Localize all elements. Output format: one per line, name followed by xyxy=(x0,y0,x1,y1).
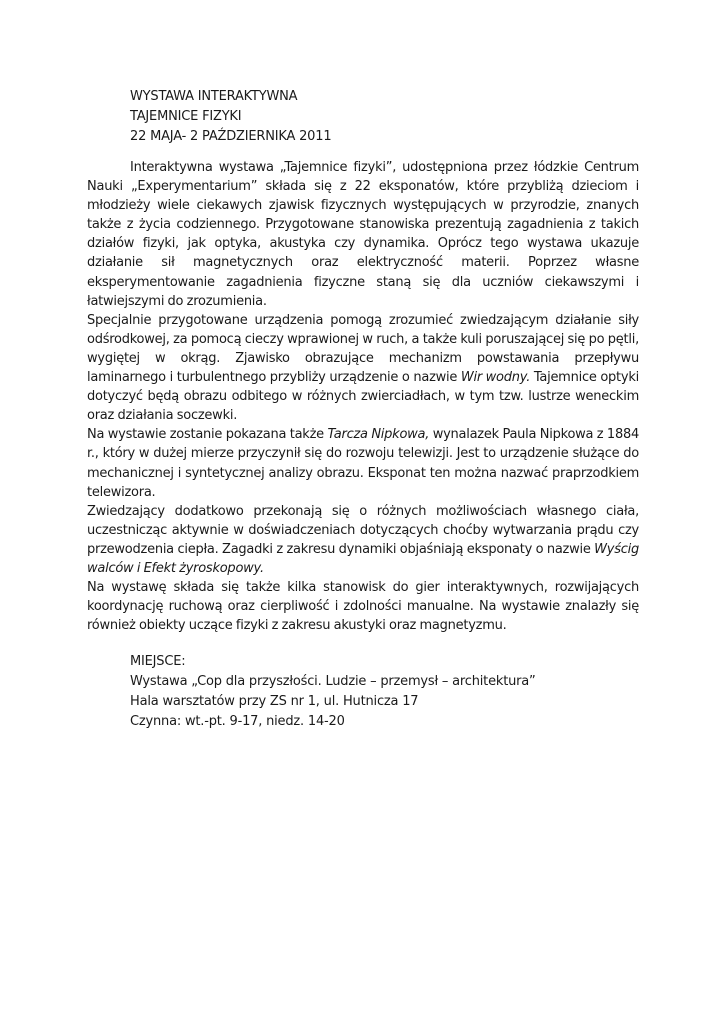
exhibit-name-wir-wodny: Wir wodny. xyxy=(460,370,531,386)
paragraph-nipkow-text-a: Na wystawie zostanie pokazana także xyxy=(87,427,328,443)
paragraph-body-text-a: Zwiedzający dodatkowo przekonają się o różnych możliwościach własnego ciała, uczestnicząc aktywnie w doświadczeniach dotyczących choćby wytwarzania prądu czy przewodzenia ciepła. Zagadki z zakresu dynamiki objaśniają eksponaty o nazwie xyxy=(87,503,639,557)
header-title: WYSTAWA INTERAKTYWNA xyxy=(130,89,298,104)
paragraph-games: Na wystawę składa się także kilka stanowisk do gier interaktywnych, rozwijających koordynację ruchową oraz cierpliwość i zdolności manualne. Na wystawie znalazły się również obiekty uczące fizyki z zakresu akustyki oraz magnetyzmu. xyxy=(87,580,639,634)
location-hours: Czynna: wt.-pt. 9-17, niedz. 14-20 xyxy=(130,714,345,729)
header-subtitle: TAJEMNICE FIZYKI xyxy=(130,109,242,124)
location-venue: Wystawa „Cop dla przyszłości. Ludzie – przemysł – architektura” xyxy=(130,674,536,689)
exhibit-name-tarcza-nipkowa: Tarcza Nipkowa, xyxy=(327,427,430,443)
location-block xyxy=(130,652,536,732)
paragraph-devices-text-b: Tajemnice optyki dotyczyć będą obrazu odbitego w różnych zwierciadłach, w tym tzw. lustrze weneckim oraz działania soczewki. xyxy=(87,370,639,424)
paragraph-devices xyxy=(87,311,639,426)
header-dates: 22 MAJA- 2 PAŹDZIERNIKA 2011 xyxy=(130,129,332,144)
paragraph-devices-text-a: Specjalnie przygotowane urządzenia pomogą zrozumieć zwiedzającym działanie siły odśrodkowej, za pomocą cieczy wprawionej w ruch, a także kuli poruszającej się po pętli, wygiętej w okrąg. Zjawisko obrazujące mechanizm powstawania przepływu laminarnego i turbulentnego przybliży urządzenie o nazwie xyxy=(87,312,639,386)
paragraph-intro: Interaktywna wystawa „Tajemnice fizyki”, udostępniona przez łódzkie Centrum Nauki „Experymentarium” składa się z 22 eksponatów, które przybliżą dzieciom i młodzieży wiele ciekawych zjawisk fizycznych występujących w przyrodzie, znanych także z życia codziennego. Przygotowane stanowiska prezentują zagadnienia z takich działów fizyki, jak optyka, akustyka czy dynamika. Oprócz tego wystawa ukazuje działanie sił magnetycznych oraz elektryczność materii. Poprzez własne eksperymentowanie zagadnienia fizyczne staną się dla uczniów ciekawszymi i łatwiejszymi do zrozumienia. xyxy=(87,160,639,309)
location-address: Hala warsztatów przy ZS nr 1, ul. Hutnicza 17 xyxy=(130,694,419,709)
paragraph-body xyxy=(87,502,639,578)
document-header xyxy=(130,87,331,147)
paragraph-nipkow-text-b: wynalazek Paula Nipkowa z 1884 r., który w dużej mierze przyczynił się do rozwoju telewizji. Jest to urządzenie służące do mechanicznej i syntetycznej analizy obrazu. Eksponat ten można nazwać praprzodkiem telewizora. xyxy=(87,427,640,500)
exhibit-name-wyscig-walcow: Wyścig walców i Efekt żyroskopowy. xyxy=(87,541,639,576)
paragraph-nipkow xyxy=(87,425,639,501)
document-body xyxy=(87,158,639,635)
location-label: MIEJSCE: xyxy=(130,654,186,669)
